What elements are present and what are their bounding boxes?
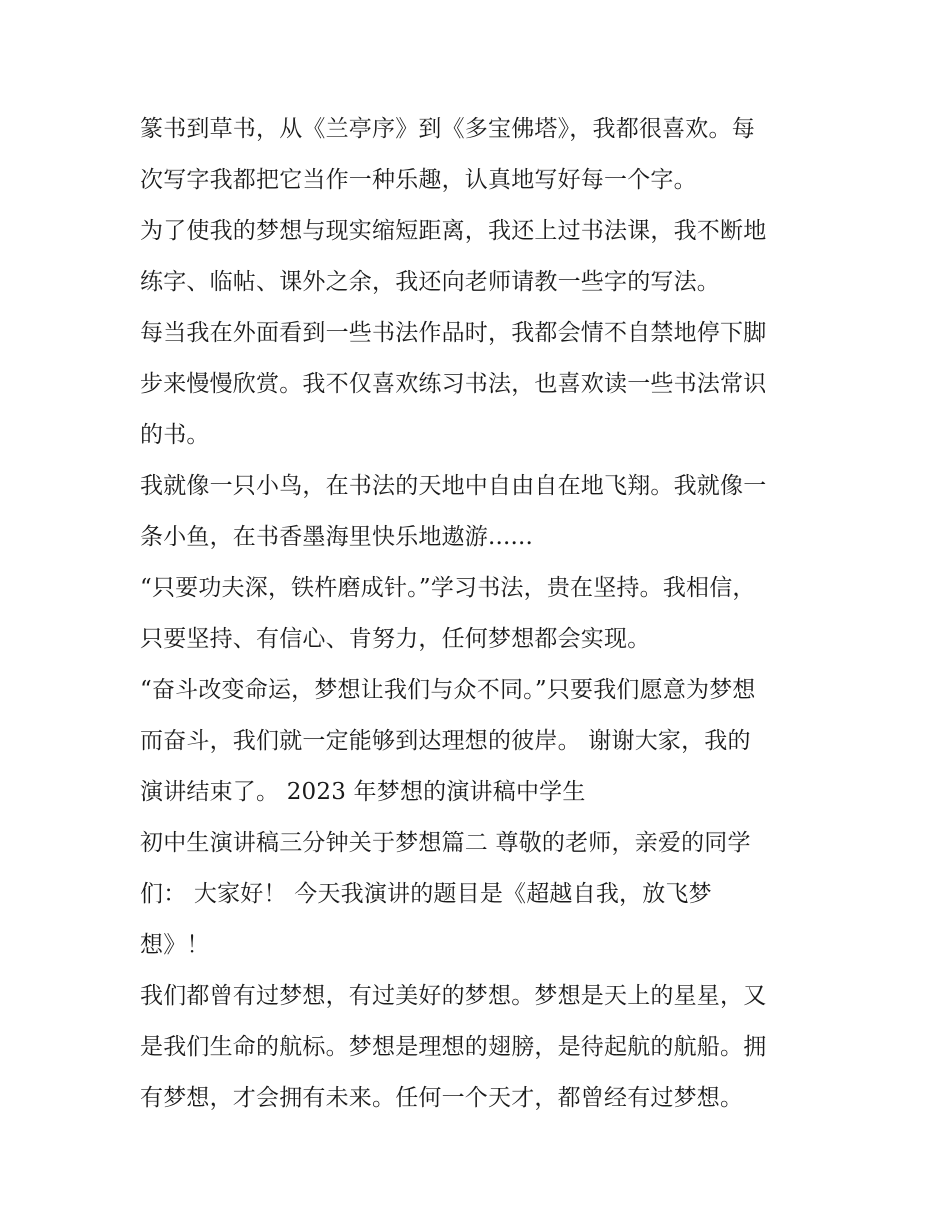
text-line: 我就像一只小鸟，在书法的天地中自由自在地飞翔。我就像一 bbox=[140, 473, 767, 499]
text-line: 次写字我都把它当作一种乐趣，认真地写好每一个字。 bbox=[140, 167, 697, 193]
text-line: 步来慢慢欣赏。我不仅喜欢练习书法，也喜欢读一些书法常识 bbox=[140, 371, 767, 397]
document-body bbox=[140, 104, 830, 1124]
text-line: 而奋斗，我们就一定能够到达理想的彼岸。 谢谢大家，我的 bbox=[140, 728, 751, 754]
text-line: 为了使我的梦想与现实缩短距离，我还上过书法课，我不断地 bbox=[140, 218, 767, 244]
text-line: “奋斗改变命运，梦想让我们与众不同。”只要我们愿意为梦想 bbox=[140, 677, 756, 703]
text-line: “只要功夫深，铁杵磨成针。”学习书法，贵在坚持。我相信， bbox=[140, 575, 756, 601]
text-line: 的书。 bbox=[140, 422, 210, 448]
text-line: 有梦想，才会拥有未来。任何一个天才，都曾经有过梦想。 bbox=[140, 1085, 744, 1111]
text-line: 我们都曾有过梦想，有过美好的梦想。梦想是天上的星星，又 bbox=[140, 983, 767, 1009]
text-line: 条小鱼，在书香墨海里快乐地遨游...... bbox=[140, 524, 534, 550]
text-line: 练字、临帖、课外之余，我还向老师请教一些字的写法。 bbox=[140, 269, 720, 295]
text-line: 初中生演讲稿三分钟关于梦想篇二 尊敬的老师，亲爱的同学 bbox=[140, 830, 751, 856]
text-line: 篆书到草书，从《兰亭序》到《多宝佛塔》，我都很喜欢。每 bbox=[140, 116, 755, 142]
text-line: 们： 大家好！ 今天我演讲的题目是《超越自我，放飞梦 bbox=[140, 881, 712, 907]
text-line: 只要坚持、有信心、肯努力，任何梦想都会实现。 bbox=[140, 626, 651, 652]
text-line: 想》！ bbox=[140, 932, 210, 958]
text-line: 每当我在外面看到一些书法作品时，我都会情不自禁地停下脚 bbox=[140, 320, 767, 346]
text-line: 是我们生命的航标。梦想是理想的翅膀，是待起航的航船。拥 bbox=[140, 1034, 767, 1060]
text-line: 演讲结束了。 2023 年梦想的演讲稿中学生 bbox=[140, 779, 586, 805]
